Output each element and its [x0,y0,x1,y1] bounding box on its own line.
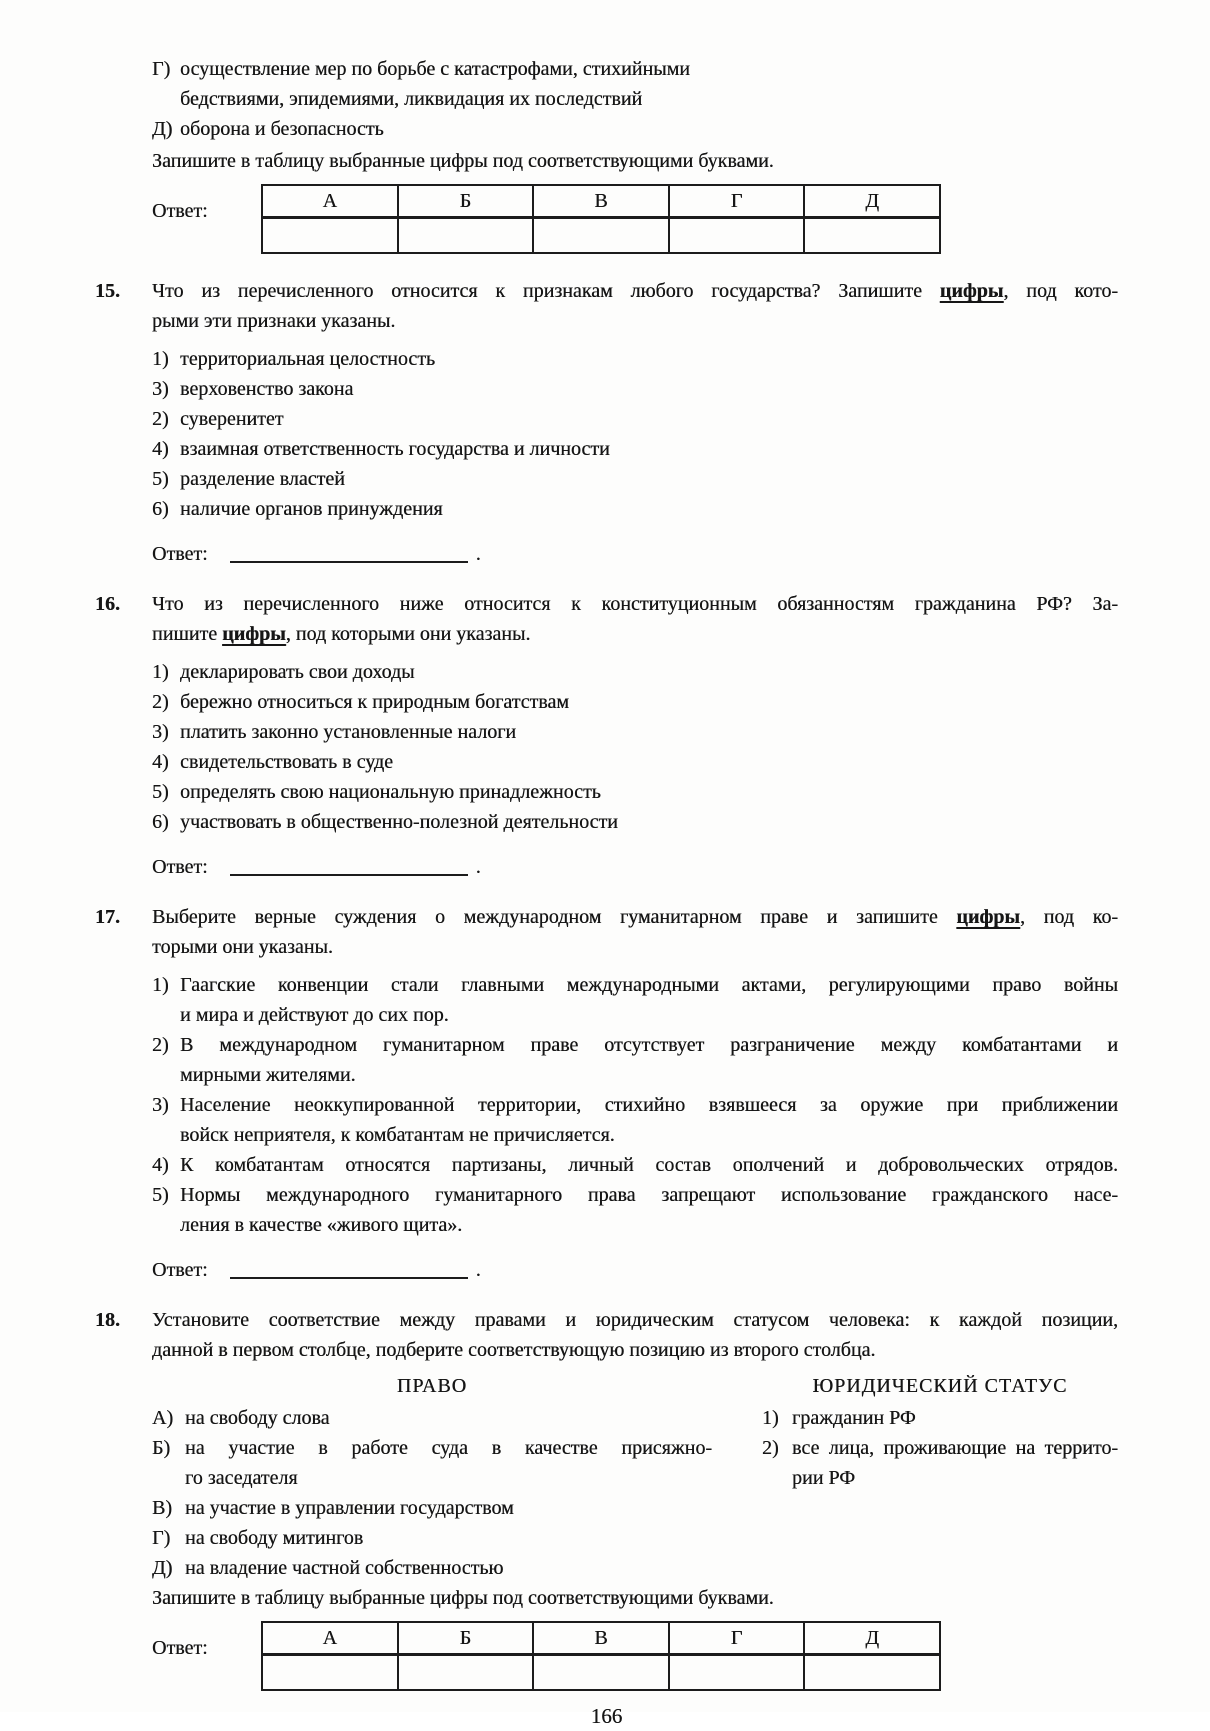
list-item [152,114,1118,144]
emphasized-word: цифры [956,906,1020,928]
option-text: наличие органов принуждения [180,498,443,520]
answer-blank-line [230,1257,468,1279]
item-text: на участие в управлении государством [185,1497,514,1519]
question-number: 17. [95,906,120,928]
answer-table-block [152,184,1118,254]
left-column-header: ПРАВО [396,1375,468,1397]
right-column-header: ЮРИДИЧЕСКИЙ СТАТУС [812,1375,1068,1397]
answer-period: . [475,543,481,565]
option-number: 4) [152,751,169,773]
table-header-cell: А [262,185,398,218]
question-text: данной в первом столбце, подберите соответствующую позицию из второго столбца. [152,1339,876,1361]
page-number: 166 [590,1704,623,1728]
option-text: суверенитет [180,408,284,430]
question-17 [95,902,1118,1285]
option-text: свидетельствовать в суде [180,751,393,773]
item-text: на свободу слова [185,1407,330,1429]
answer-line [152,1254,1118,1285]
options-list [152,344,1118,524]
emphasized-word: цифры [222,623,286,645]
option-number: 3) [152,378,169,400]
option-number: 6) [152,811,169,833]
table-header-cell: Б [398,1622,534,1655]
item-text: гражданин РФ [792,1407,916,1429]
table-header-cell: А [262,1622,398,1655]
option-number: 5) [152,468,169,490]
emphasized-word: цифры [939,280,1004,302]
answer-line [152,851,1118,882]
matching-right-column [762,1371,1118,1583]
item-text: оборона и безопасность [180,118,384,140]
option-number: 2) [152,691,169,713]
table-header-cell: Д [804,1622,940,1655]
answer-blank-line [230,541,468,563]
item-number: 1) [762,1407,779,1429]
question-15 [95,276,1118,569]
question-body [152,1305,1118,1691]
question-number: 15. [95,280,120,302]
answer-cell [262,218,398,254]
answer-table-block [152,1621,1118,1691]
option-number: 2) [152,1034,169,1056]
question-18 [95,1305,1118,1691]
previous-question-tail [152,54,1118,254]
match-item [762,1433,1118,1493]
answer-cell [804,1655,940,1691]
question-text: Выберите верные суждения о международном гуманитарном праве и запишите цифры, под ко- [152,906,1119,928]
option-item [152,1030,1118,1090]
table-header-cell: Г [669,1622,805,1655]
page-content [95,54,1118,1731]
answer-blank-line [230,854,468,876]
item-text: на владение частной собственностью [185,1557,504,1579]
table-header-cell: Б [398,185,534,218]
option-text: Нормы международного гуманитарного права запрещают использование гражданского насе- ления в качестве «живого щита». [180,1184,1118,1236]
item-text: осуществление мер по борьбе с катастрофами, стихийными бедствиями, эпидемиями, ликвидация их последствий [180,58,690,110]
option-item [152,777,1118,807]
option-number: 5) [152,1184,169,1206]
item-letter: Б) [152,1437,171,1459]
option-item [152,747,1118,777]
option-item [152,687,1118,717]
option-item [152,657,1118,687]
options-list [152,657,1118,837]
answer-table-empty-row [262,1655,940,1691]
match-item [152,1433,712,1493]
option-text: территориальная целостность [180,348,436,370]
answer-cell [669,1655,805,1691]
item-text: на участие в работе суда в качестве присяжно- го заседателя [185,1437,712,1489]
option-text: верховенство закона [180,378,354,400]
answer-cell [669,218,805,254]
option-text: Гаагские конвенции стали главными международными актами, регулирующими право войны и мира и действуют до сих пор. [180,974,1118,1026]
table-instruction: Запишите в таблицу выбранные цифры под соответствующими буквами. [152,150,774,172]
question-body [152,589,1118,882]
answer-label: Ответ: [152,543,208,565]
answer-cell [533,1655,669,1691]
option-text: платить законно установленные налоги [180,721,517,743]
option-number: 6) [152,498,169,520]
option-item [152,494,1118,524]
match-item [762,1403,1118,1433]
option-number: 3) [152,721,169,743]
list-item [152,54,1118,114]
table-instruction: Запишите в таблицу выбранные цифры под соответствующими буквами. [152,1587,774,1609]
answer-table [261,1621,941,1691]
answer-period: . [475,856,481,878]
option-item [152,970,1118,1030]
option-item [152,807,1118,837]
option-item [152,1090,1118,1150]
answer-cell [398,218,534,254]
answer-table-empty-row [262,218,940,254]
answer-cell [262,1655,398,1691]
table-header-cell: В [533,185,669,218]
item-letter: Д) [152,1557,173,1579]
question-text: пишите цифры, под которыми они указаны. [152,623,531,645]
question-number: 18. [95,1309,120,1331]
matching-left-column [152,1371,712,1583]
answer-label: Ответ: [152,856,208,878]
option-number: 2) [152,408,169,430]
item-letter: Д) [152,118,173,140]
question-body [152,902,1118,1285]
option-item [152,717,1118,747]
answer-table [261,184,941,254]
question-body [152,276,1118,569]
table-header-cell: Д [804,185,940,218]
answer-table-header-row [262,1622,940,1655]
answer-label: Ответ: [152,200,208,222]
answer-cell [398,1655,534,1691]
option-number: 1) [152,974,169,996]
answer-label: Ответ: [152,1259,208,1281]
match-item [152,1403,712,1433]
table-header-cell: Г [669,185,805,218]
option-number: 5) [152,781,169,803]
question-text: торыми они указаны. [152,936,333,958]
answer-table-header-row [262,185,940,218]
question-number: 16. [95,593,120,615]
option-number: 3) [152,1094,169,1116]
question-text: Что из перечисленного относится к признакам любого государства? Запишите цифры, под кото- [152,280,1118,302]
matching-columns [152,1371,1118,1583]
answer-cell [804,218,940,254]
option-text: разделение властей [180,468,345,490]
option-text: К комбатантам относятся партизаны, личный состав ополчений и добровольческих отрядов. [180,1154,1118,1176]
question-text: Установите соответствие между правами и юридическим статусом человека: к каждой позиции, [152,1309,1118,1331]
option-text: декларировать свои доходы [180,661,415,683]
option-number: 4) [152,438,169,460]
option-item [152,1180,1118,1240]
question-text: Что из перечисленного ниже относится к конституционным обязанностям гражданина РФ? За- [152,593,1118,615]
item-letter: Г) [152,1527,171,1549]
question-text: рыми эти признаки указаны. [152,310,396,332]
answer-label: Ответ: [152,1637,208,1659]
item-letter: В) [152,1497,172,1519]
option-text: определять свою национальную принадлежность [180,781,601,803]
option-text: бережно относиться к природным богатствам [180,691,569,713]
option-item [152,344,1118,374]
answer-period: . [475,1259,481,1281]
option-text: В международном гуманитарном праве отсутствует разграничение между комбатантами и мирными жителями. [180,1034,1118,1086]
option-item [152,434,1118,464]
match-item [152,1523,712,1553]
right-column-items [762,1403,1118,1493]
option-number: 4) [152,1154,169,1176]
option-number: 1) [152,348,169,370]
option-item [152,1150,1118,1180]
answer-cell [533,218,669,254]
option-text: Население неоккупированной территории, стихийно взявшееся за оружие при приближении войск неприятеля, к комбатантам не причисляется. [180,1094,1118,1146]
option-item [152,374,1118,404]
left-column-items [152,1403,712,1583]
option-text: взаимная ответственность государства и личности [180,438,610,460]
option-number: 1) [152,661,169,683]
match-item [152,1493,712,1523]
item-letter: Г) [152,58,171,80]
item-number: 2) [762,1437,779,1459]
answer-line [152,538,1118,569]
option-text: участвовать в общественно-полезной деятельности [180,811,618,833]
item-text: все лица, проживающие на террито- рии РФ [792,1437,1118,1489]
option-item [152,404,1118,434]
match-item [152,1553,712,1583]
item-letter: А) [152,1407,174,1429]
option-item [152,464,1118,494]
options-list [152,970,1118,1240]
question-16 [95,589,1118,882]
item-text: на свободу митингов [185,1527,364,1549]
table-header-cell: В [533,1622,669,1655]
